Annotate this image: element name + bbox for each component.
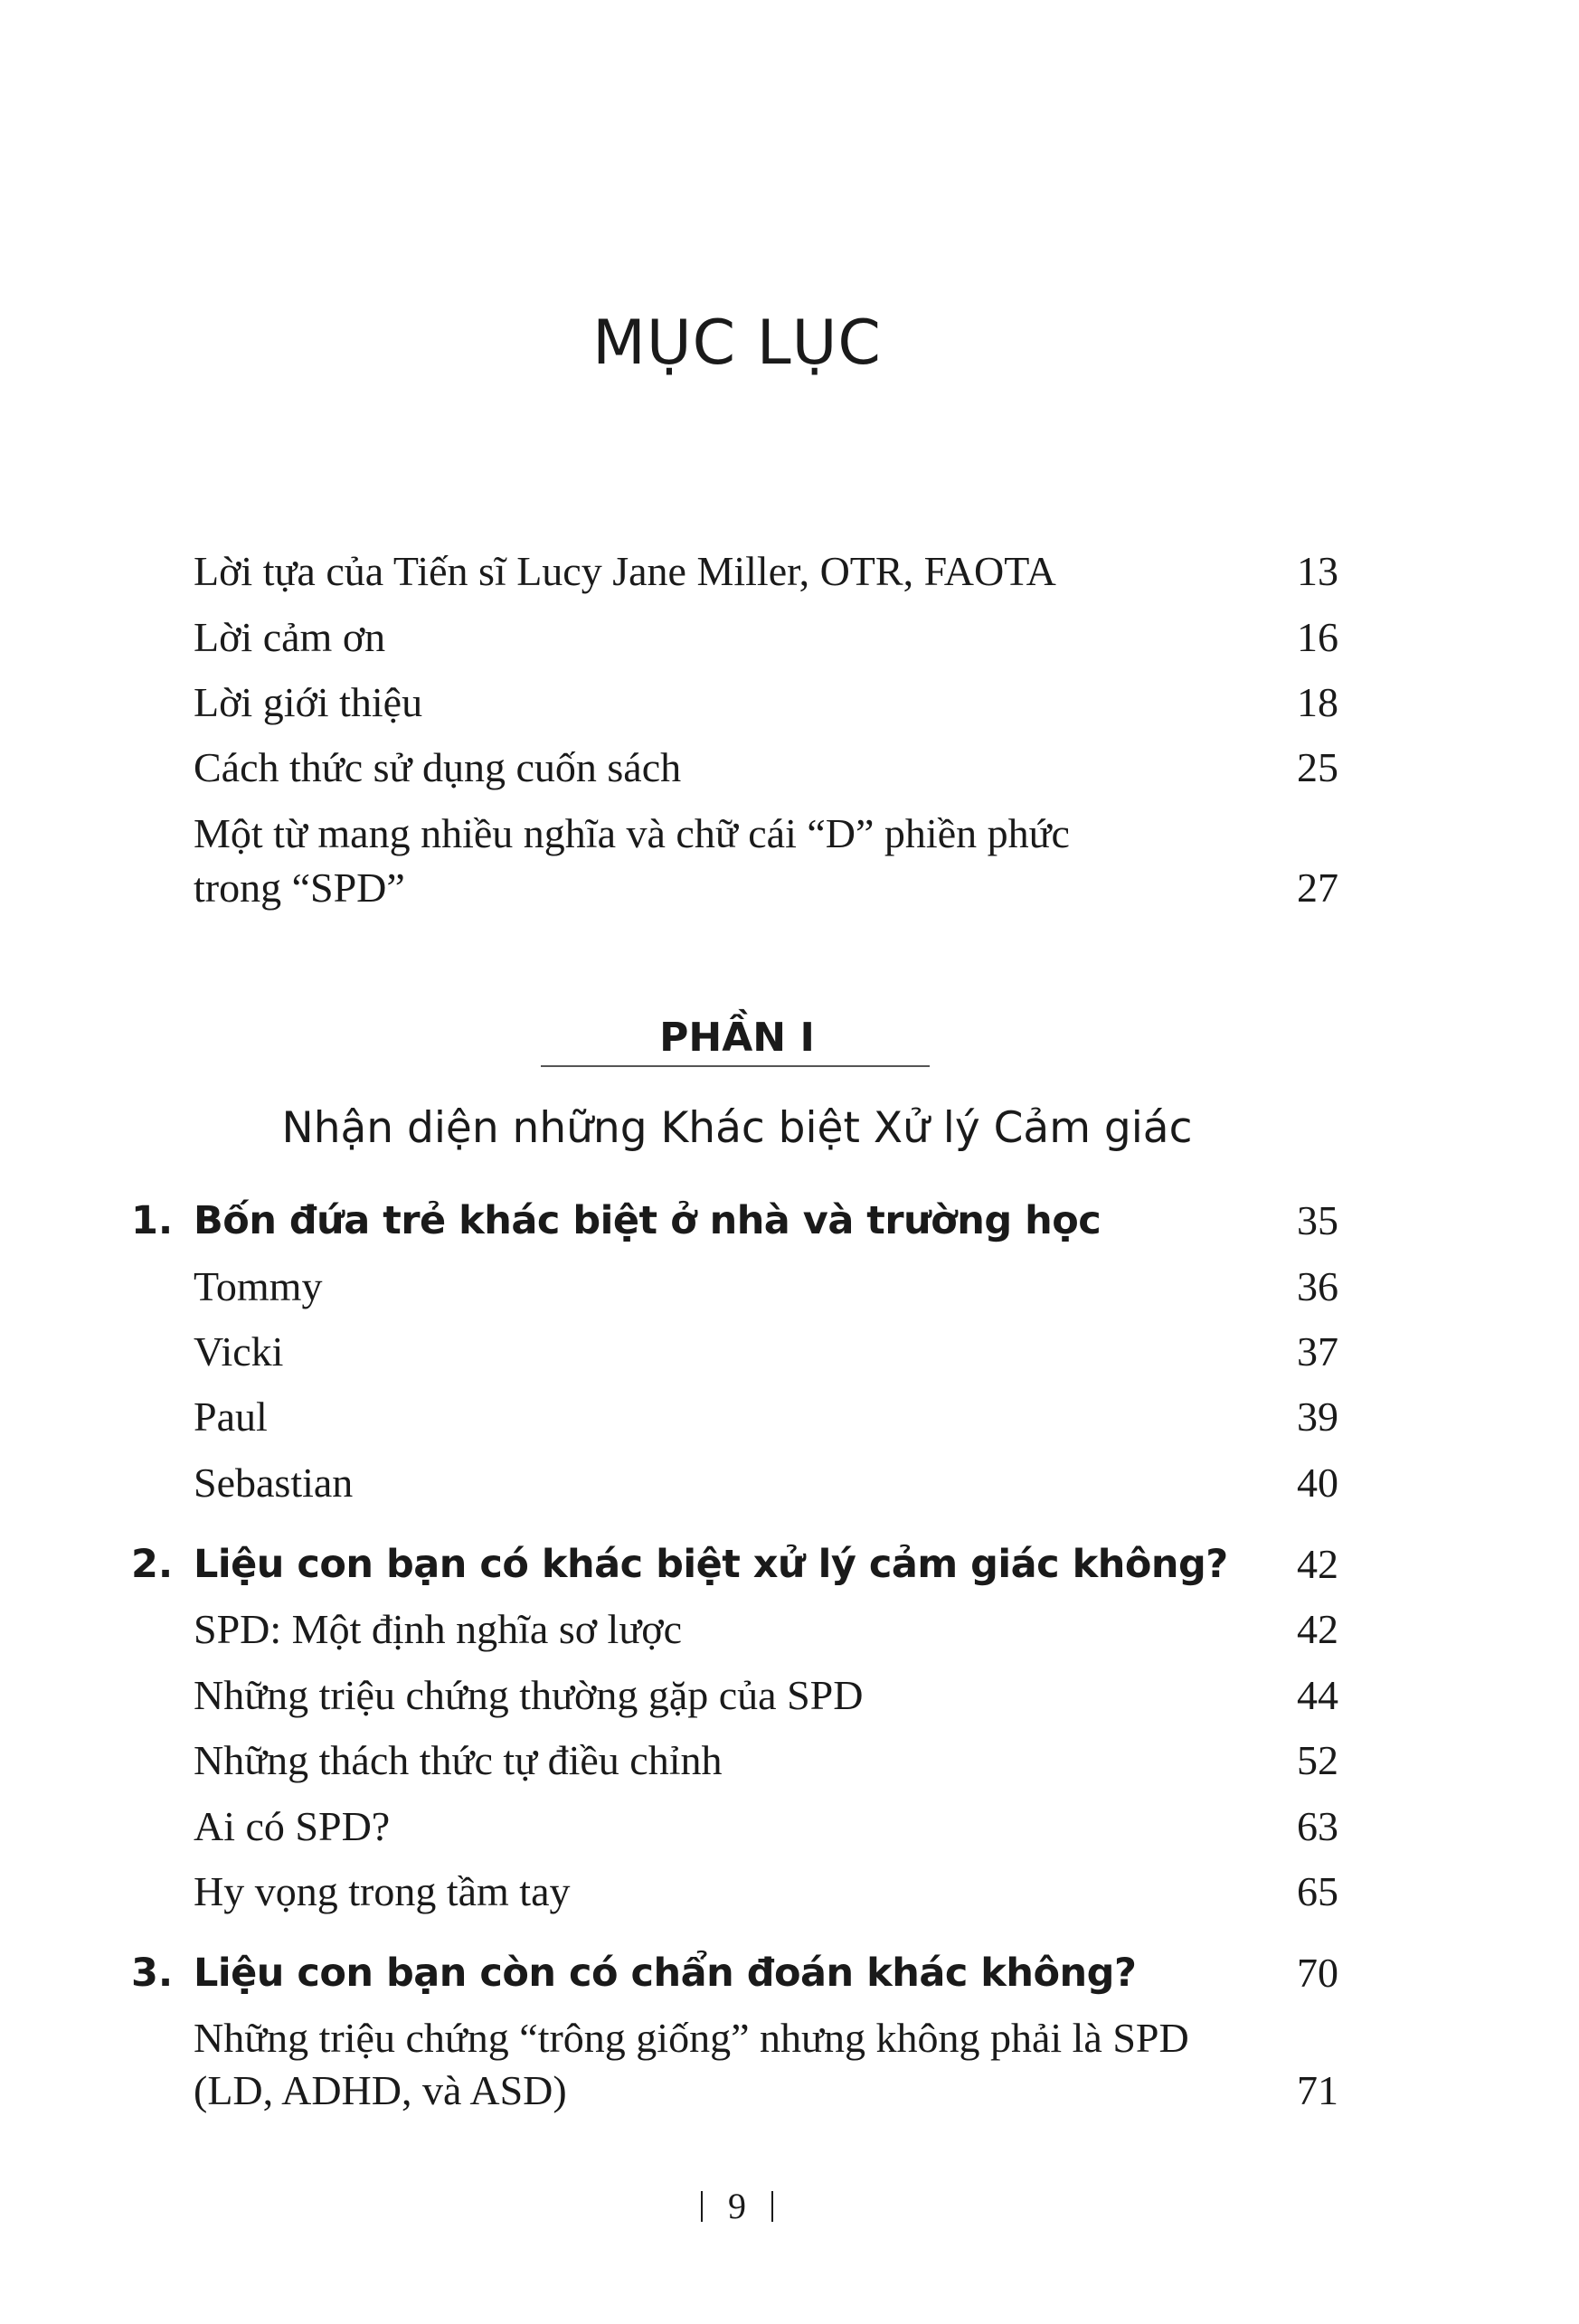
toc-entry-text-line1: Một từ mang nhiều nghĩa và chữ cái “D” phiền phức (194, 810, 1070, 856)
section-title: Tommy (194, 1263, 323, 1309)
chapter-number: 2. (131, 1542, 174, 1587)
section-title: SPD: Một định nghĩa sơ lược (194, 1606, 683, 1652)
folio-bar-left (701, 2191, 703, 2222)
toc-entry-page: 13 (1297, 548, 1338, 594)
chapter-number: 3. (131, 1951, 174, 1996)
page-title: MỤC LỤC (592, 307, 882, 379)
section-page: 71 (1297, 2067, 1338, 2113)
section-page: 42 (1297, 1606, 1338, 1652)
toc-entry-text: Cách thức sử dụng cuốn sách (194, 744, 682, 790)
chapter-title: Liệu con bạn còn có chẩn đoán khác không? (194, 1951, 1137, 1996)
part-subtitle: Nhận diện những Khác biệt Xử lý Cảm giác (281, 1103, 1193, 1153)
chapter-title: Liệu con bạn có khác biệt xử lý cảm giác không? (194, 1542, 1228, 1587)
chapter-number: 1. (131, 1198, 174, 1243)
section-page: 63 (1297, 1803, 1338, 1849)
page-number (0, 2185, 1474, 2227)
section-page: 40 (1297, 1460, 1338, 1506)
part-divider (541, 1065, 930, 1067)
section-page: 39 (1297, 1393, 1338, 1440)
chapter-page: 70 (1297, 1950, 1338, 1996)
page-number-value: 9 (728, 2186, 746, 2226)
section-page: 52 (1297, 1737, 1338, 1783)
chapter-page: 42 (1297, 1541, 1338, 1587)
toc-entry-page: 25 (1297, 744, 1338, 790)
toc-entry-text: Lời tựa của Tiến sĩ Lucy Jane Miller, OTR, FAOTA (194, 548, 1056, 594)
toc-entry-page: 16 (1297, 614, 1338, 660)
toc-entry-page: 27 (1297, 864, 1338, 911)
section-page: 36 (1297, 1263, 1338, 1309)
section-title: Hy vọng trong tầm tay (194, 1868, 571, 1914)
section-title-line2: (LD, ADHD, và ASD) (194, 2067, 567, 2113)
section-title: Những thách thức tự điều chỉnh (194, 1737, 723, 1783)
folio-bar-right (771, 2191, 773, 2222)
chapter-title: Bốn đứa trẻ khác biệt ở nhà và trường học (194, 1198, 1102, 1243)
section-page: 65 (1297, 1868, 1338, 1914)
section-title: Những triệu chứng thường gặp của SPD (194, 1672, 864, 1718)
section-page: 37 (1297, 1328, 1338, 1375)
chapter-page: 35 (1297, 1197, 1338, 1243)
toc-entry-text: Lời giới thiệu (194, 679, 423, 725)
section-title: Paul (194, 1393, 268, 1440)
section-title: Ai có SPD? (194, 1803, 391, 1849)
section-page: 44 (1297, 1672, 1338, 1718)
toc-entry-page: 18 (1297, 679, 1338, 725)
toc-entry-text-line2: trong “SPD” (194, 864, 405, 911)
section-title: Vicki (194, 1328, 284, 1375)
part-label: PHẦN I (659, 1015, 815, 1061)
section-title-line1: Những triệu chứng “trông giống” nhưng không phải là SPD (194, 2015, 1189, 2061)
toc-entry-text: Lời cảm ơn (194, 614, 386, 660)
section-title: Sebastian (194, 1460, 354, 1506)
